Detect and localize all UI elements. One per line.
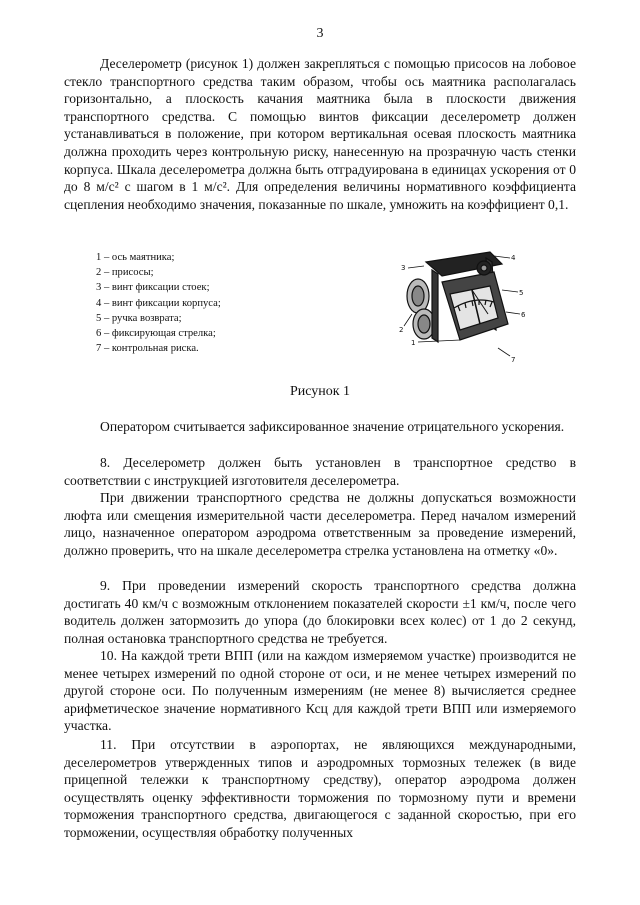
legend-item: 1 – ось маятника;	[96, 252, 175, 263]
legend-item: 5 – ручка возврата;	[96, 312, 182, 324]
legend-item: 6 – фиксирующая стрелка;	[96, 328, 216, 340]
callout-label: 1	[411, 339, 416, 347]
paragraph-operator: Оператором считывается зафиксированное значение отрицательного ускорения.	[100, 419, 565, 434]
callout-label: 5	[519, 289, 524, 297]
decelerometer-figure	[398, 244, 528, 366]
paragraph-no-play: При движении транспортного средства не должны допускаться возможности люфта или смещения измерительной части деселерометра. Перед началом измерений лицо, назначенное оператором аэродрома ответственным за проведение измерений, должно проверить, что на шкале деселерометра стрелка установлена на отметку «0».	[64, 490, 576, 558]
page-number: 3	[316, 26, 324, 41]
legend-item: 3 – винт фиксации стоек;	[96, 282, 210, 294]
paragraph-mounting: Деселерометр (рисунок 1) должен закрепляться с помощью присосов на лобовое стекло транспортного средства таким образом, чтобы ось маятника располагалась горизонтально, а плоскость качания маятника была в плоскости движения транспортного средства. С помощью винтов фиксации деселерометр должен устанавливаться в положение, при котором вертикальная осевая плоскость маятника должна проходить через контрольную риску, нанесенную на прозрачную часть стенки корпуса. Шкала деселерометра должна быть отградуирована в единицах ускорения от 0 до 8 м/с² с шагом в 1 м/с². Для определения величины нормативного коэффициента сцепления необходимо значения, показанные по шкале, умножить на коэффициент 0,1.	[64, 56, 576, 212]
callout-label: 3	[401, 264, 406, 272]
paragraph-item-9: 9. При проведении измерений скорость транспортного средства должна достигать 40 км/ч с возможным отклонением показателей скорости ±1 км/ч, после чего водитель должен затормозить до упора (до блокировки всех колес) от 1 до 2 секунд, полная остановка транспортного средства не требуется.	[64, 578, 576, 646]
paragraph-item-11: 11. При отсутствии в аэропортах, не являющихся международными, деселерометров утвержденных типов и аэродромных тормозных тележек (в виде прицепной тележки к транспортному средству), оператор аэродрома должен осуществлять оценку эффективности торможения по тормозному пути и времени торможения транспортного средства, двигающегося с заданной скоростью, при его торможении, осуществляя обработку полученных	[64, 737, 576, 840]
paragraph-item-8: 8. Деселерометр должен быть установлен в транспортное средство в соответствии с инструкцией изготовителя деселерометра.	[64, 455, 576, 488]
callout-label: 2	[399, 326, 404, 334]
callout-label: 7	[511, 356, 516, 364]
paragraph-item-10: 10. На каждой трети ВПП (или на каждом измеряемом участке) производится не менее четырех измерений по одной стороне от оси, и не менее четырех измерений по другой стороне оси. По полученным измерениям (не менее 8) вычисляется среднее арифметическое значение нормативного Ксц для каждой трети ВПП или измеряемого участка.	[64, 648, 576, 734]
callout-label: 4	[511, 254, 516, 262]
figure-legend	[96, 250, 221, 356]
legend-item: 2 – присосы;	[96, 267, 154, 279]
callout-label: 6	[521, 311, 526, 319]
legend-item: 4 – винт фиксации корпуса;	[96, 297, 221, 309]
legend-item: 7 – контрольная риска.	[96, 343, 199, 355]
figure-caption: Рисунок 1	[289, 384, 351, 399]
